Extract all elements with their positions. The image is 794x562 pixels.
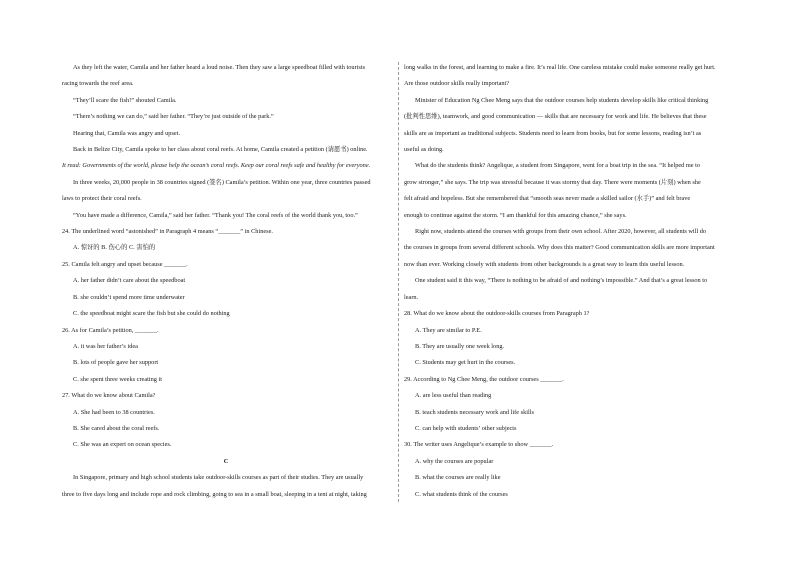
left-column-line: Hearing that, Camila was angry and upset. — [73, 129, 181, 137]
right-column-line: What do the students think? Angelique, a student from Singapore, went for a boat trip in the sea. “It helped me to — [415, 162, 701, 170]
left-column-line: 24. The underlined word “astonished” in Paragraph 4 means “_______” in Chinese. — [62, 228, 273, 236]
left-column-line: “They’ll scare the fish!” shouted Camila. — [73, 96, 177, 104]
right-column-line: A. why the courses are popular — [415, 457, 494, 465]
left-column-line: A. 惊讶的 B. 伤心的 C. 害怕的 — [73, 244, 156, 252]
left-column-line: B. She cared about the coral reefs. — [73, 424, 160, 432]
left-column-line: C. the speedboat might scare the fish but she could do nothing — [73, 310, 230, 318]
left-column-line: A. her father didn’t care about the speedboat — [73, 277, 186, 285]
left-column-line: 25. Camila felt angry and upset because _______. — [62, 260, 188, 268]
right-column-line: (批判性思维), teamwork, and good communication — skills that are necessary for work and life. He believes that these — [404, 113, 707, 121]
left-column-line: C. She was an expert on ocean species. — [73, 441, 172, 449]
right-column-line: 30. The writer uses Angelique’s example to show _______. — [404, 441, 554, 449]
right-column-line: grow stronger,” she says. The trip was stressful because it was stormy that day. There were moments (片刻) when she — [404, 178, 701, 186]
right-column-line: 28. What do we know about the outdoor-skills courses from Paragraph 1? — [404, 310, 590, 318]
right-column-line: enough to continue against the storm. “I am thankful for this amazing chance,” she says. — [404, 211, 627, 219]
right-column-line: C. Students may get hurt in the courses. — [415, 359, 516, 367]
right-column-line: long walks in the forest, and learning to make a fire. It’s real life. One careless mistake could make someone really get hurt. — [404, 64, 716, 71]
right-column-line: C. what students think of the courses — [415, 490, 508, 498]
right-column-line: now than ever. Working closely with students from other backgrounds is a great way to learn this useful lesson. — [404, 260, 685, 268]
right-column-line: Minister of Education Ng Chee Meng says that the outdoor courses help students develop skills like critical thinking — [415, 96, 709, 104]
right-column-line: the courses in groups from several different schools. Why does this matter? Good communication skills are more important — [404, 244, 715, 252]
left-column-line: “You have made a difference, Camila,” said her father. “Thank you! The coral reefs of the world thank you, too.” — [73, 211, 358, 219]
left-column-line: A. it was her father’s idea — [73, 342, 138, 350]
right-column-line: B. what the courses are really like — [415, 474, 501, 482]
left-column-line: B. lots of people gave her support — [73, 359, 159, 367]
right-column — [404, 60, 735, 503]
right-column-line: Are those outdoor skills really important? — [404, 80, 510, 88]
right-column-line: felt afraid and hopeless. But she remembered that “smooth seas never made a skilled sailor (水手)” and felt brave — [404, 195, 691, 203]
right-column-line: skills are as important as traditional subjects. Students need to learn from books, but for some lessons, reading isn’t as — [404, 129, 702, 137]
left-column-line: racing towards the reef area. — [62, 80, 134, 88]
right-column-line: B. teach students necessary work and life skills — [415, 408, 534, 416]
right-column-line: A. They are similar to P.E. — [415, 326, 482, 334]
left-column-line: B. she couldn’t spend more time underwater — [73, 293, 185, 301]
left-column-line: laws to protect their coral reefs. — [62, 195, 142, 203]
left-column-line: C — [223, 457, 229, 465]
left-column-line: A. She had been to 38 countries. — [73, 408, 155, 416]
left-column — [62, 60, 390, 503]
left-column-line: “There’s nothing we can do,” said her father. “They’re just outside of the park.” — [73, 113, 274, 121]
left-column-line: It read: Governments of the world, please help the ocean’s coral reefs. Keep our coral reefs safe and healthy for everyone. — [62, 162, 371, 170]
right-column-line: useful as doing. — [404, 146, 444, 154]
left-column-line: Back in Belize City, Camila spoke to her class about coral reefs. At home, Camila created a petition (请愿书) online. — [73, 146, 368, 154]
right-column-line: learn. — [404, 293, 419, 301]
right-column-line: Right now, students attend the courses with groups from their own school. After 2020, however, all students will do — [415, 228, 707, 236]
left-column-line: three to five days long and include rope and rock climbing, going to sea in a small boat, sleeping in a tent at night, taking — [62, 490, 367, 498]
right-column-line: A. are less useful than reading — [415, 392, 492, 400]
left-column-line: In Singapore, primary and high school students take outdoor-skills courses as part of their studies. They are usually — [73, 474, 364, 482]
left-column-line: C. she spent three weeks creating it — [73, 375, 163, 383]
right-column-line: B. They are usually one week long. — [415, 342, 505, 350]
column-divider — [398, 62, 399, 502]
right-column-line: C. can help with students’ other subjects — [415, 424, 517, 432]
left-column-line: 26. As for Camila’s petition, _______. — [62, 326, 159, 334]
left-column-line: As they left the water, Camila and her father heard a loud noise. Then they saw a large speedboat filled with tourists — [73, 64, 366, 71]
left-column-line: 27. What do we know about Camila? — [62, 392, 156, 400]
right-column-line: 29. According to Ng Chee Meng, the outdoor courses _______. — [404, 375, 564, 383]
left-column-line: In three weeks, 20,000 people in 38 countries signed (签名) Camila’s petition. Within one year, three countries passed — [73, 178, 371, 186]
right-column-line: One student said it this way, “There is nothing to be afraid of and nothing’s impossible.” And that’s a great lesson to — [415, 277, 708, 285]
